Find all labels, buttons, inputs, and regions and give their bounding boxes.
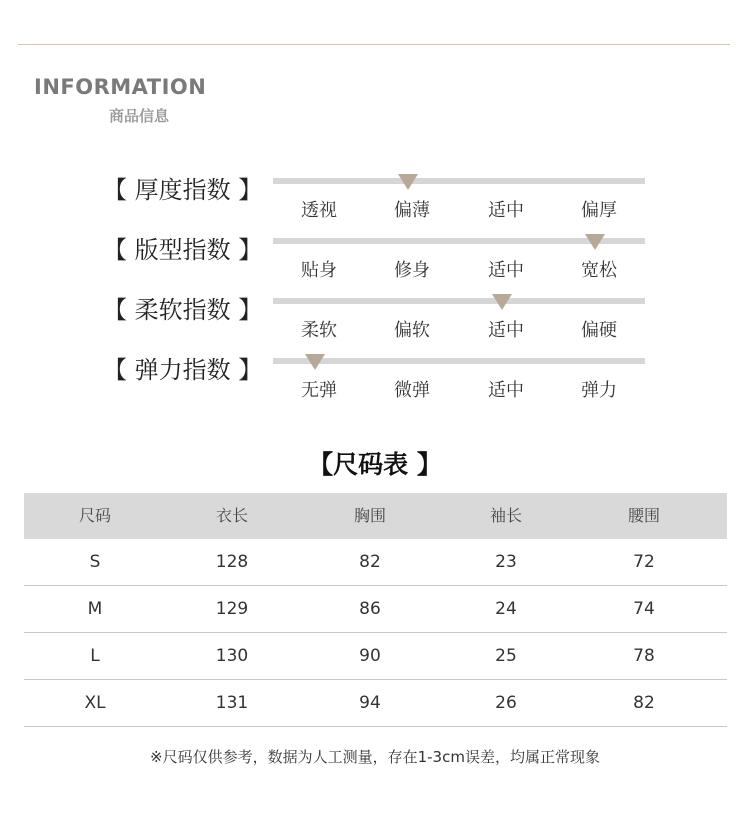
index-option: 透视 — [301, 200, 337, 221]
index-scale-bar — [273, 358, 645, 364]
table-cell: XL — [84, 693, 106, 713]
index-row — [0, 230, 750, 290]
table-header-cell: 腰围 — [627, 506, 660, 525]
table-cell: S — [89, 552, 101, 572]
index-label: 【 厚度指数 】 — [103, 176, 263, 204]
table-cell: L — [90, 646, 100, 666]
index-scale-bar — [273, 178, 645, 184]
table-header-row — [24, 493, 727, 539]
table-cell: 78 — [633, 646, 655, 666]
table-cell: 128 — [215, 552, 249, 572]
index-option: 微弹 — [394, 380, 430, 401]
table-header-cell: 胸围 — [353, 506, 386, 525]
index-label: 【 版型指数 】 — [103, 236, 263, 264]
table-cell: 74 — [633, 599, 655, 619]
table-cell: 24 — [495, 599, 517, 619]
table-row — [24, 539, 727, 586]
index-row — [0, 170, 750, 230]
table-row — [24, 680, 727, 727]
index-option: 宽松 — [581, 260, 617, 281]
index-option: 偏硬 — [581, 320, 617, 341]
table-header-cell: 衣长 — [215, 506, 248, 525]
table-cell: 129 — [215, 599, 249, 619]
table-cell: M — [87, 599, 103, 619]
table-cell: 82 — [359, 552, 381, 572]
table-header-cell: 袖长 — [489, 506, 522, 525]
index-option: 适中 — [488, 200, 524, 221]
index-option: 适中 — [488, 380, 524, 401]
index-option: 贴身 — [301, 260, 337, 281]
index-level-marker — [492, 294, 512, 310]
index-option: 适中 — [488, 260, 524, 281]
table-cell: 131 — [215, 693, 249, 713]
index-option: 柔软 — [301, 320, 337, 341]
size-table — [24, 493, 727, 727]
index-option: 偏薄 — [394, 200, 430, 221]
size-table-title: 【尺码表 】 — [308, 450, 442, 479]
index-option: 偏软 — [394, 320, 430, 341]
index-label: 【 弹力指数 】 — [103, 356, 263, 384]
index-level-marker — [398, 174, 418, 190]
table-cell: 82 — [633, 693, 655, 713]
table-cell: 25 — [495, 646, 517, 666]
top-divider — [18, 44, 730, 45]
index-label: 【 柔软指数 】 — [103, 296, 263, 324]
size-note: ※尺码仅供参考，数据为人工测量，存在1-3cm误差，均属正常现象 — [150, 748, 600, 766]
index-option: 弹力 — [581, 380, 617, 401]
table-header-cell: 尺码 — [78, 506, 111, 525]
table-cell: 86 — [359, 599, 381, 619]
index-option: 无弹 — [301, 380, 337, 401]
section-subtitle: 商品信息 — [109, 107, 170, 125]
index-option: 修身 — [394, 260, 430, 281]
table-cell: 72 — [633, 552, 655, 572]
index-row — [0, 290, 750, 350]
table-cell: 130 — [215, 646, 249, 666]
index-option: 适中 — [488, 320, 524, 341]
table-cell: 94 — [359, 693, 381, 713]
index-row — [0, 350, 750, 410]
table-cell: 23 — [495, 552, 517, 572]
table-cell: 26 — [495, 693, 517, 713]
table-row — [24, 633, 727, 680]
index-level-marker — [585, 234, 605, 250]
index-scale-bar — [273, 298, 645, 304]
index-level-marker — [305, 354, 325, 370]
section-title: INFORMATION — [34, 75, 207, 99]
table-cell: 90 — [359, 646, 381, 666]
table-row — [24, 586, 727, 633]
index-option: 偏厚 — [581, 200, 617, 221]
